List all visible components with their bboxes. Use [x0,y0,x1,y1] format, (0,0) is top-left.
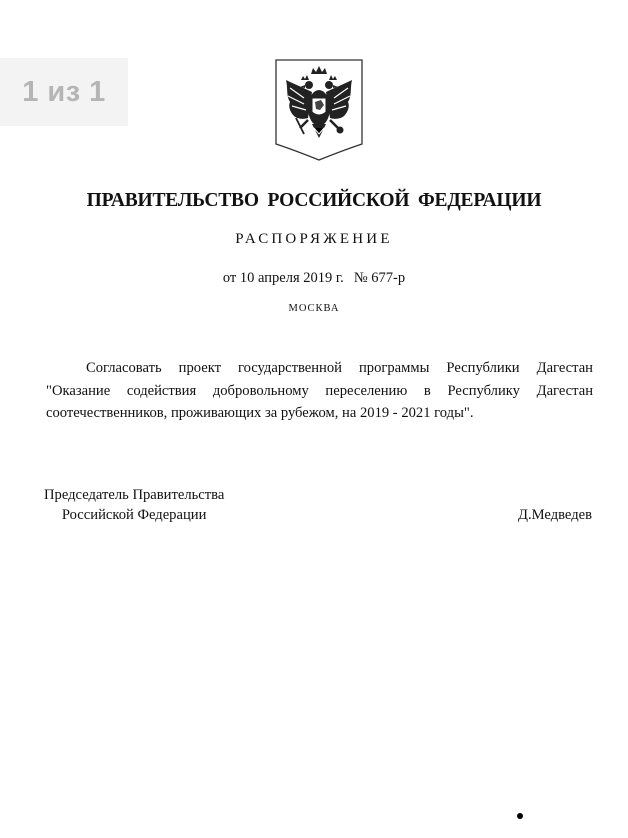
city: МОСКВА [288,303,340,314]
page-counter: 1 из 1 [0,58,128,126]
signature-title-line1: Председатель Правительства [44,487,225,503]
signature-title [44,485,224,525]
government-title: ПРАВИТЕЛЬСТВО РОССИЙСКОЙ ФЕДЕРАЦИИ [86,190,542,211]
document-number: № 677-р [353,270,406,286]
signature-title-line2: Российской Федерации [61,507,207,523]
document-body: Согласовать проект государственной программы Республики Дагестан "Оказание содействия добровольному переселению в Республику Дагестан соотечественников, проживающих за рубежом, на 2019 - 2021 годы". [46,360,593,421]
signature-name: Д.Медведев [518,507,592,523]
speck-dot [517,813,523,819]
coat-of-arms-icon [274,58,364,162]
document-date: от 10 апреля 2019 г. [222,270,344,286]
document-date-line [0,270,628,287]
document-type: РАСПОРЯЖЕНИЕ [235,231,393,247]
